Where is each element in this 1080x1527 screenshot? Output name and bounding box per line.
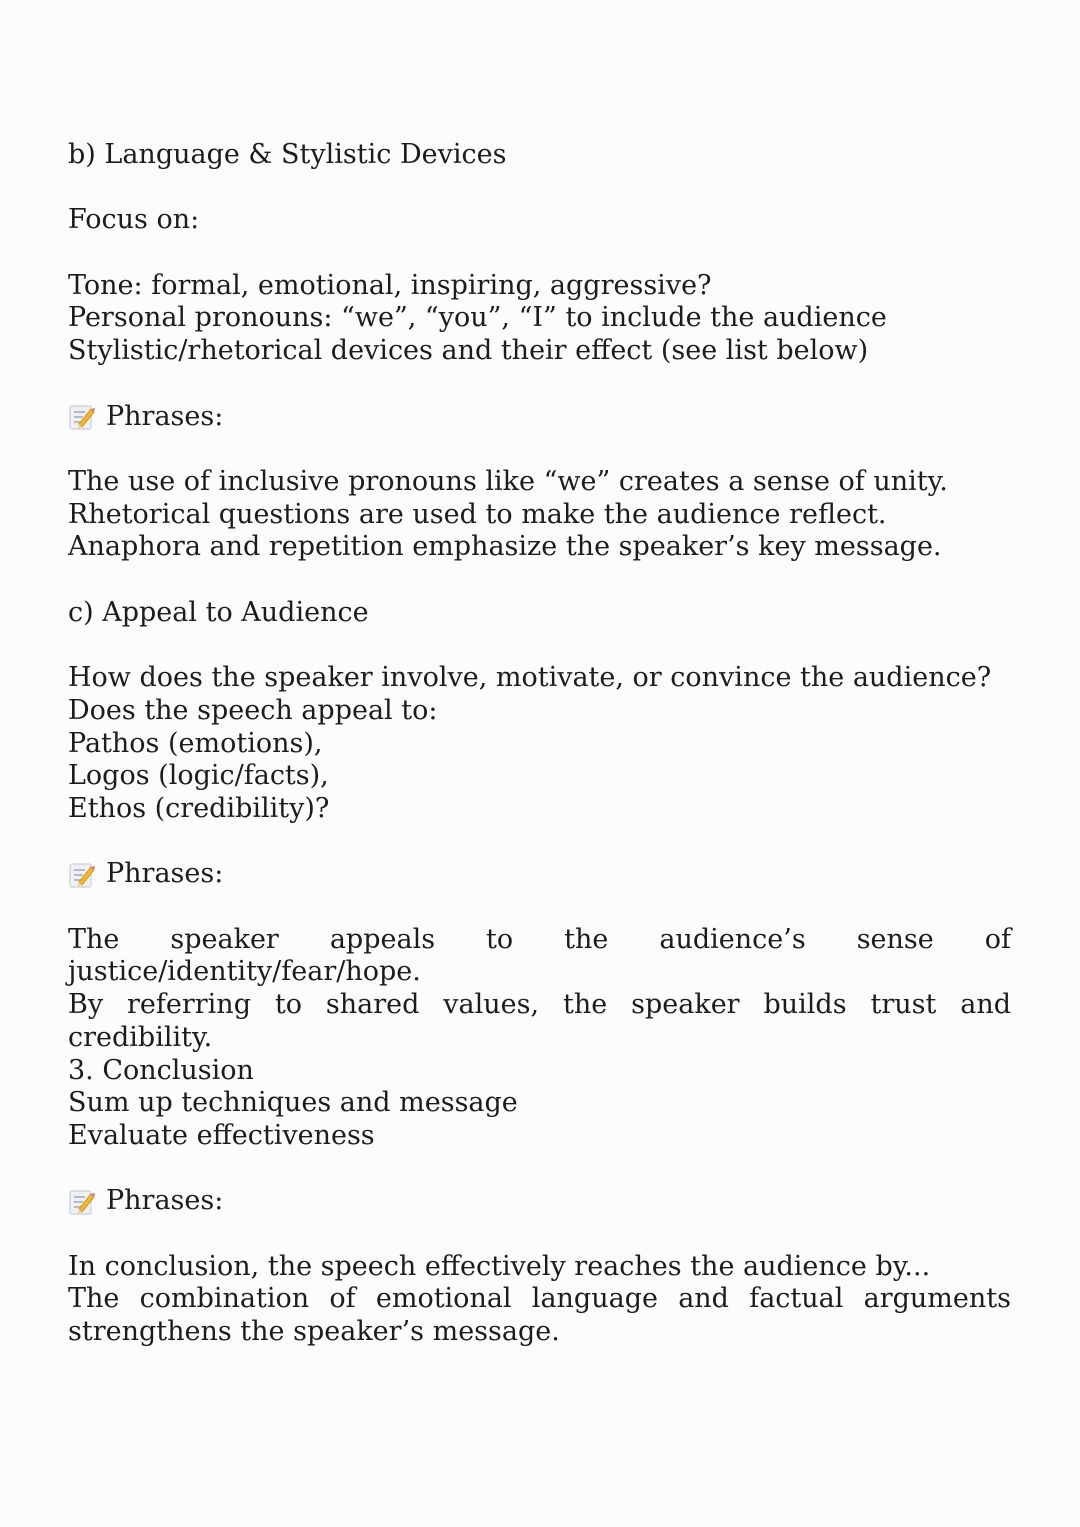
focus-point-devices: Stylistic/rhetorical devices and their effect (see list below) bbox=[68, 335, 869, 367]
appeal-logos: Logos (logic/facts), bbox=[68, 760, 329, 792]
phrase-c-1: The speaker appeals to the audience’s sense of justice/identity/fear/hope. bbox=[68, 923, 1011, 988]
appeal-intro: Does the speech appeal to: bbox=[68, 694, 438, 726]
memo-icon bbox=[68, 861, 96, 889]
appeal-ethos: Ethos (credibility)? bbox=[68, 792, 330, 824]
phrases-heading-conclusion bbox=[68, 1185, 1011, 1218]
focus-point-pronouns: Personal pronouns: “we”, “you”, “I” to include the audience bbox=[68, 302, 887, 334]
phrase-b-3: Anaphora and repetition emphasize the speaker’s key message. bbox=[68, 531, 942, 563]
phrases-heading-c bbox=[68, 858, 1011, 891]
phrase-b-1: The use of inclusive pronouns like “we” creates a sense of unity. bbox=[68, 465, 948, 497]
memo-icon bbox=[68, 403, 96, 431]
section-c-question: How does the speaker involve, motivate, or convince the audience? bbox=[68, 662, 992, 694]
conclusion-point-2: Evaluate effectiveness bbox=[68, 1119, 375, 1151]
section-c-heading: c) Appeal to Audience bbox=[68, 596, 369, 628]
conclusion-point-1: Sum up techniques and message bbox=[68, 1087, 518, 1119]
phrase-b-2: Rhetorical questions are used to make the audience reflect. bbox=[68, 498, 887, 530]
document-page bbox=[68, 139, 1011, 1349]
phrases-label-b: Phrases: bbox=[106, 400, 224, 432]
memo-icon bbox=[68, 1188, 96, 1216]
conclusion-phrase-1: In conclusion, the speech effectively reaches the audience by... bbox=[68, 1250, 931, 1282]
phrases-heading-b bbox=[68, 401, 1011, 434]
phrase-c-2: By referring to shared values, the speaker builds trust and credibility. bbox=[68, 989, 1011, 1053]
conclusion-phrase-2: The combination of emotional language and factual arguments strengthens the speaker’s message. bbox=[68, 1283, 1011, 1348]
focus-label: Focus on: bbox=[68, 204, 200, 236]
phrases-label-conclusion: Phrases: bbox=[106, 1185, 224, 1217]
focus-point-tone: Tone: formal, emotional, inspiring, aggressive? bbox=[68, 269, 712, 301]
conclusion-heading: 3. Conclusion bbox=[68, 1054, 254, 1086]
phrases-label-c: Phrases: bbox=[106, 858, 224, 890]
appeal-pathos: Pathos (emotions), bbox=[68, 727, 323, 759]
section-b-heading: b) Language & Stylistic Devices bbox=[68, 139, 507, 170]
